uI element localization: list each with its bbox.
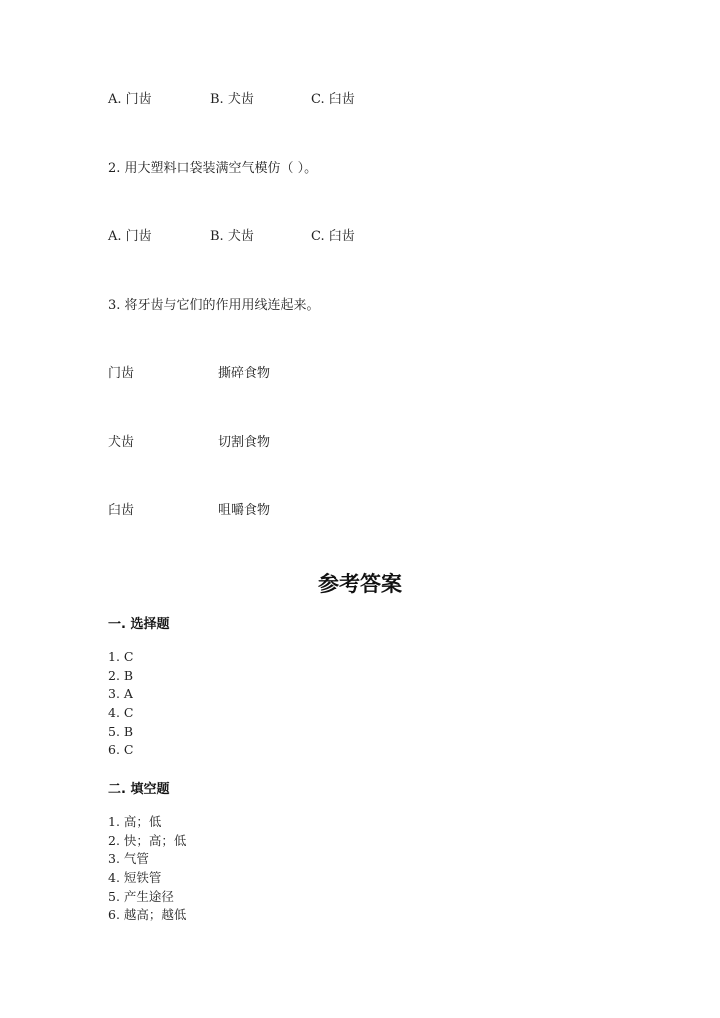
question-2-text: 2. 用大塑料口袋装满空气模仿（ ）。	[108, 161, 318, 176]
answer-item: 2. 快；高；低	[108, 832, 187, 848]
answer-item: 4. C	[108, 705, 134, 721]
fill-answer-list	[108, 813, 186, 925]
q2-option-a: A. 门齿	[108, 229, 152, 244]
tooth-item: 门齿	[108, 366, 135, 381]
q2-option-c: C. 臼齿	[311, 229, 355, 244]
function-item: 撕碎食物	[218, 366, 271, 381]
answer-item: 3. 气管	[108, 851, 149, 867]
answer-item: 6. 越高；越低	[108, 907, 187, 923]
answer-item: 3. A	[108, 686, 133, 702]
answer-item: 1. C	[108, 649, 134, 664]
answer-item: 5. 产生途径	[108, 888, 174, 904]
question-3-text: 3. 将牙齿与它们的作用用线连起来。	[108, 298, 320, 313]
answer-item: 6. C	[108, 742, 134, 758]
q1-option-c: C. 臼齿	[311, 92, 355, 107]
tooth-item: 犬齿	[108, 435, 135, 450]
answer-item: 1. 高；低	[108, 814, 162, 829]
choice-answer-list	[108, 648, 133, 760]
section-heading-choice: 一. 选择题	[108, 617, 170, 632]
section-heading-fill: 二. 填空题	[108, 782, 170, 797]
function-item: 切割食物	[218, 435, 271, 450]
q1-option-a: A. 门齿	[108, 92, 152, 107]
q1-option-b: B. 犬齿	[210, 92, 254, 107]
answer-item: 5. B	[108, 723, 134, 739]
tooth-item: 臼齿	[108, 503, 135, 518]
answer-item: 2. B	[108, 667, 134, 683]
function-item: 咀嚼食物	[218, 503, 271, 518]
answer-key-title: 参考答案	[318, 572, 402, 596]
answer-item: 4. 短铁管	[108, 870, 162, 886]
q2-option-b: B. 犬齿	[210, 229, 254, 244]
